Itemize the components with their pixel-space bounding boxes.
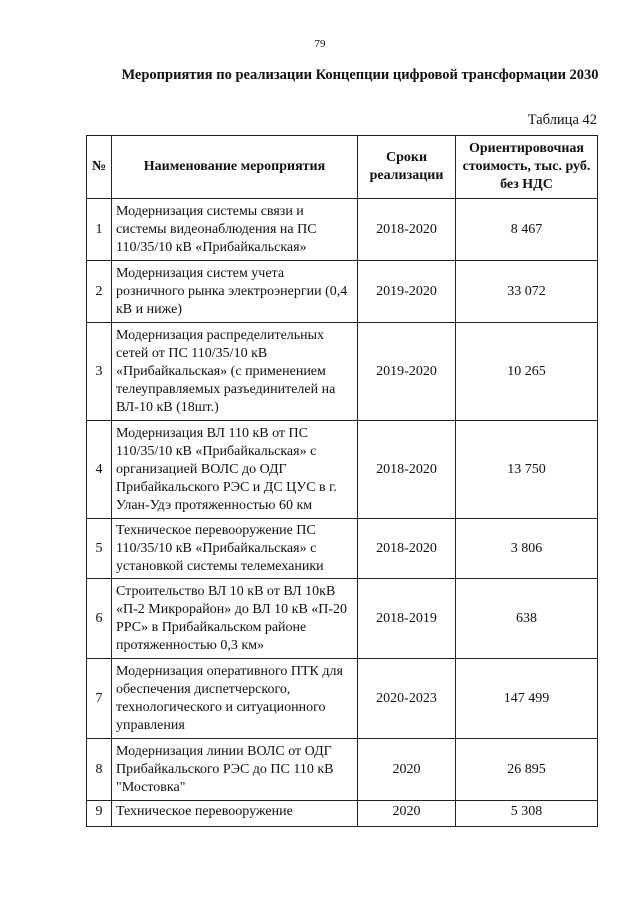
table-header-row: [87, 136, 598, 199]
estimated-cost: 8 467: [456, 199, 598, 261]
implementation-term: 2020: [358, 801, 456, 827]
row-number: 5: [87, 519, 112, 579]
document-title: Мероприятия по реализации Концепции цифровой трансформации 2030: [121, 67, 599, 83]
measure-name: Модернизация распределительных сетей от ПС 110/35/10 кВ «Прибайкальская» (с применением телеуправляемых разъединителей на ВЛ-10 кВ (18шт.): [112, 323, 358, 421]
row-number: 6: [87, 579, 112, 659]
row-number: 1: [87, 199, 112, 261]
measure-name: Модернизация ВЛ 110 кВ от ПС 110/35/10 кВ «Прибайкальская» с организацией ВОЛС до ОДГ Прибайкальского РЭС и ДС ЦУС в г. Улан-Удэ протяженностью 60 км: [112, 421, 358, 519]
estimated-cost: 3 806: [456, 519, 598, 579]
table-row: [87, 801, 598, 827]
implementation-term: 2018-2020: [358, 199, 456, 261]
header-estimated-cost: Ориентировочная стоимость, тыс. руб. без НДС: [456, 136, 598, 199]
implementation-term: 2018-2020: [358, 519, 456, 579]
table-row: [87, 323, 598, 421]
measures-table: [86, 135, 598, 827]
measure-name: Модернизация системы связи и системы видеонаблюдения на ПС 110/35/10 кВ «Прибайкальская»: [112, 199, 358, 261]
row-number: 7: [87, 659, 112, 739]
table-row: [87, 739, 598, 801]
row-number: 3: [87, 323, 112, 421]
header-implementation-term: Сроки реализации: [358, 136, 456, 199]
table-row: [87, 199, 598, 261]
row-number: 2: [87, 261, 112, 323]
implementation-term: 2020: [358, 739, 456, 801]
estimated-cost: 26 895: [456, 739, 598, 801]
estimated-cost: 13 750: [456, 421, 598, 519]
measure-name: Модернизация оперативного ПТК для обеспечения диспетчерского, технологического и ситуационного управления: [112, 659, 358, 739]
table-row: [87, 579, 598, 659]
measure-name: Техническое перевооружение ПС 110/35/10 кВ «Прибайкальская» с установкой системы телемеханики: [112, 519, 358, 579]
header-measure-name: Наименование мероприятия: [112, 136, 358, 199]
implementation-term: 2020-2023: [358, 659, 456, 739]
row-number: 8: [87, 739, 112, 801]
estimated-cost: 638: [456, 579, 598, 659]
estimated-cost: 33 072: [456, 261, 598, 323]
page-number: 79: [314, 38, 326, 50]
implementation-term: 2018-2020: [358, 421, 456, 519]
table-row: [87, 421, 598, 519]
measure-name: Модернизация линии ВОЛС от ОДГ Прибайкальского РЭС до ПС 110 кВ "Мостовка": [112, 739, 358, 801]
implementation-term: 2019-2020: [358, 323, 456, 421]
row-number: 9: [87, 801, 112, 827]
implementation-term: 2019-2020: [358, 261, 456, 323]
implementation-term: 2018-2019: [358, 579, 456, 659]
measure-name: Строительство ВЛ 10 кВ от ВЛ 10кВ «П-2 Микрорайон» до ВЛ 10 кВ «П-20 РРС» в Прибайкальском районе протяженностью 0,3 км»: [112, 579, 358, 659]
measure-name: Модернизация систем учета розничного рынка электроэнергии (0,4 кВ и ниже): [112, 261, 358, 323]
row-number: 4: [87, 421, 112, 519]
estimated-cost: 10 265: [456, 323, 598, 421]
measure-name: Техническое перевооружение: [112, 801, 358, 827]
table-row: [87, 519, 598, 579]
table-caption: Таблица 42: [527, 112, 597, 128]
header-number: №: [87, 136, 112, 199]
table-row: [87, 261, 598, 323]
estimated-cost: 147 499: [456, 659, 598, 739]
table-row: [87, 659, 598, 739]
estimated-cost: 5 308: [456, 801, 598, 827]
